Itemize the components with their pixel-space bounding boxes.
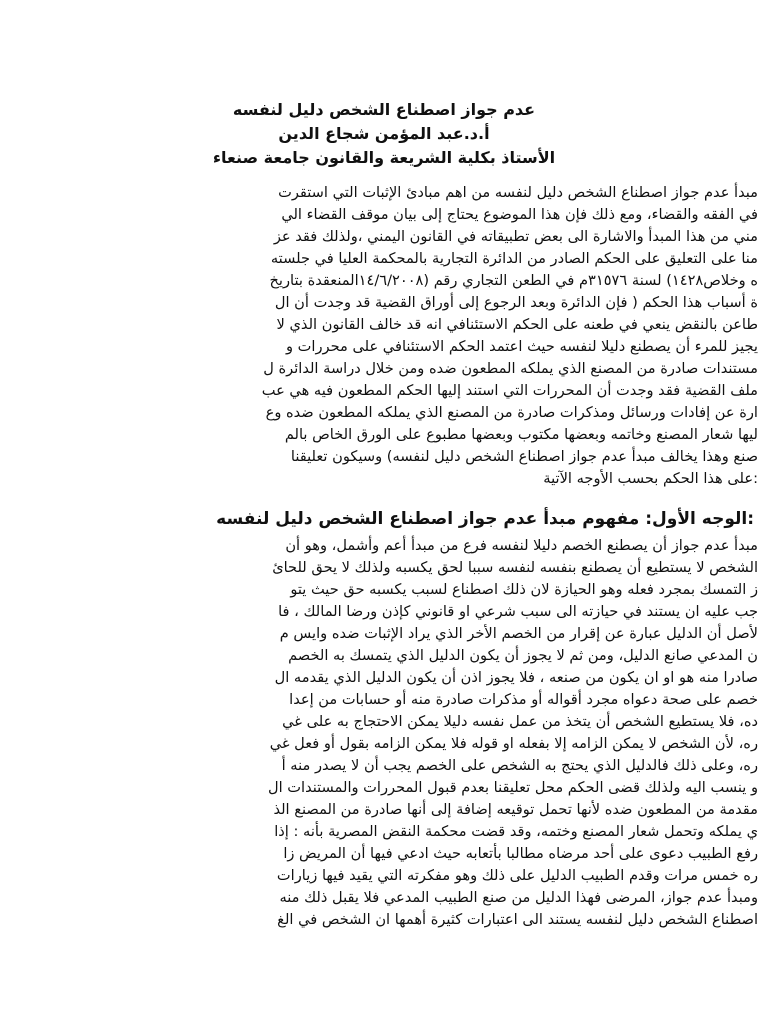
document-title: عدم جواز اصطناع الشخص دليل لنفسه (232, 100, 536, 119)
paragraph-line: ة أسباب هذا الحكم ( فإن الدائرة وبعد الرجوع إلى أوراق القضية قد وجدت أن ال (274, 294, 758, 311)
paragraph-line: :على هذا الحكم بحسب الأوجه الآتية (543, 470, 758, 487)
paragraph-line: ن المدعي صانع الدليل، ومن ثم لا يجوز أن يكون الدليل الذي يتمسك به الخصم (288, 647, 758, 664)
paragraph-line: ره، لأن الشخص لا يمكن الزامه إلا بفعله او قوله فلا يمكن الزامه بقول أو فعل غي (269, 735, 758, 752)
paragraph-line: ز التمسك بمجرد فعله وهو الحيازة لان ذلك اصطناع لسبب يكسبه حق حيث يتو (290, 581, 758, 598)
paragraph-line: مبدأ عدم جواز اصطناع الشخص دليل لنفسه من اهم مبادئ الإثبات التي استقرت (278, 184, 758, 201)
paragraph-line: مني من هذا المبدأ والاشارة الى بعض تطبيقاته في القانون اليمني ،ولذلك فقد عز (273, 228, 758, 245)
paragraph-line: ره، وعلى ذلك فالدليل الذي يحتج به الشخص على الخصم يجب أن لا يصدر منه أ (281, 757, 758, 774)
paragraph-line: مستندات صادرة من المصنع الذي يملكه المطعون ضده ومن خلال دراسة الدائرة ل (263, 360, 758, 377)
paragraph-line: في الفقه والقضاء، ومع ذلك فإن هذا الموضوع يحتاج إلى بيان موقف القضاء الي (281, 206, 758, 223)
author-affiliation: الأستاذ بكلية الشريعة والقانون جامعة صنعاء (212, 148, 556, 167)
paragraph-line: الشخص لا يستطيع أن يصطنع بنفسه لنفسه سببا لحق يكسبه ولذلك لا يحق للحائ (272, 559, 758, 576)
paragraph-line: جب عليه ان يستند في حيازته الى سبب شرعي او قانوني كإذن ورضا المالك ، فا (278, 603, 758, 620)
paragraph-line: ي يملكه وتحمل شعار المصنع وختمه، وقد قضت محكمة النقض المصرية بأنه : إذا (274, 823, 758, 840)
paragraph-line: ارة عن إفادات ورسائل ومذكرات صادرة من المصنع الذي يملكه المطعون ضده وع (265, 404, 758, 421)
paragraph-line: لأصل أن الدليل عبارة عن إقرار من الخصم الأخر الذي يراد الإثبات ضده وايس م (279, 625, 758, 642)
paragraph-line: طاعن بالنقض ينعي في طعنه على الحكم الاستئنافي انه قد خالف القانون الذي لا (276, 316, 758, 333)
paragraph-line: اصطناع الشخص دليل لنفسه يستند الى اعتبارات كثيرة أهمها ان الشخص في الغ (277, 911, 758, 928)
paragraph-line: مبدأ عدم جواز أن يصطنع الخصم دليلا لنفسه فرع من مبدأ أعم وأشمل، وهو أن (285, 537, 758, 554)
section-heading: :الوجه الأول: مفهوم مبدأ عدم جواز اصطناع الشخص دليل لنفسه (216, 509, 754, 529)
paragraph-line: ه وخلاص١٤٢٨) لسنة ٣١٥٧٦م في الطعن التجاري رقم (١٤/٦/٢٠٠٨المنعقدة بتاريخ (269, 272, 758, 289)
paragraph-line: منا على التعليق على الحكم الصادر من الدائرة التجارية بالمحكمة العليا في جلسته (270, 250, 758, 267)
paragraph-line: و ينسب اليه ولذلك قضى الحكم محل تعليقنا بعدم قبول المحررات والمستندات ال (267, 779, 758, 796)
paragraph-line: يجيز للمرء أن يصطنع دليلا لنفسه حيث اعتمد الحكم الاستئنافي على محررات و (286, 338, 758, 355)
paragraph-line: خصم على صحة دعواه مجرد أقواله أو مذكرات صادرة منه أو حسابات من إعدا (289, 691, 758, 708)
paragraph-line: رفع الطبيب دعوى على أحد مرضاه مطالبا بأتعابه حيث ادعي فيها أن المريض زا (283, 845, 758, 862)
paragraph-line: ملف القضية فقد وجدت أن المحررات التي استند إليها الحكم المطعون فيه هي عب (261, 382, 758, 399)
paragraph-line: ليها شعار المصنع وخاتمه وبعضها مكتوب وبعضها مطبوع على الورق الخاص بالم (284, 426, 758, 443)
paragraph-line: صنع وهذا يخالف مبدأ عدم جواز اصطناع الشخص دليل لنفسه) وسيكون تعليقنا (290, 448, 758, 465)
paragraph-line: ده، فلا يستطيع الشخص أن يتخذ من عمل نفسه دليلا يمكن الاحتجاج به على غي (282, 713, 758, 730)
paragraph-line: ومبدأ عدم جواز، المرضى فهذا الدليل من صنع الطبيب المدعي فلا يقبل ذلك منه (279, 889, 758, 906)
paragraph-line: مقدمة من المطعون ضده لأنها تحمل توقيعه إضافة إلى أنها صادرة من المصنع الذ (273, 801, 758, 818)
author-name: أ.د.عبد المؤمن شجاع الدين (278, 124, 490, 143)
paragraph-line: ره خمس مرات وقدم الطبيب الدليل على ذلك وهو مفكرته التي يقيد فيها زيارات (276, 867, 758, 884)
paragraph-line: صادرا منه هو او ان يكون من صنعه ، فلا يجوز اذن أن يكون الدليل الذي يقدمه ال (274, 669, 758, 686)
